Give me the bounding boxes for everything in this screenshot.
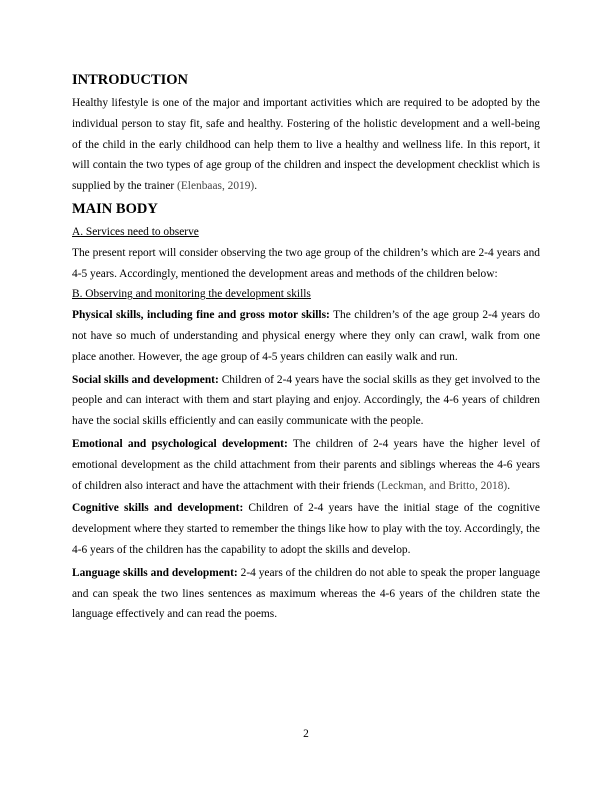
introduction-tail: .	[254, 180, 258, 193]
skill-paragraph-language	[72, 563, 540, 625]
section-a-title	[72, 222, 540, 243]
section-a-heading: A. Services need to observe	[72, 225, 199, 238]
skill-paragraph-social	[72, 370, 540, 432]
skill-text: Children of 2-4 years have the initial stage of the cognitive development where they started to remember the things like how to play with the toy. Accordingly, the 4-6 years of the children has the capability to adopt the skills and develop.	[72, 502, 540, 556]
skill-text: Children of 2-4 years have the social skills as they get involved to the people and can interact with them and start playing and enjoy. Accordingly, the 4-6 years of children have the social skills efficiently and can easily communicate with the people.	[72, 373, 541, 428]
skill-label: Emotional and psychological development:	[72, 437, 288, 450]
skill-paragraph-physical	[72, 305, 540, 367]
introduction-text: Healthy lifestyle is one of the major and important activities which are required to be adopted by the individual person to stay fit, safe and healthy. Fostering of the holistic development and a well-being of the child in the early childhood can help them to live a healthy and wellness life. In this report, it will contain the two types of age group of the children and inspect the development checklist which is supplied by the trainer	[72, 97, 540, 193]
section-a-paragraph: The present report will consider observing the two age group of the children’s which are 2-4 years and 4-5 years. Accordingly, mentioned the development areas and methods of the children below:	[72, 246, 540, 280]
page-number: 2	[303, 728, 309, 740]
skill-label: Cognitive skills and development:	[72, 502, 244, 515]
section-b-heading: B. Observing and monitoring the development skills	[72, 288, 311, 301]
skill-label: Language skills and development:	[72, 566, 238, 579]
introduction-heading: INTRODUCTION	[72, 72, 189, 88]
skill-text: 2-4 years of the children do not able to speak the proper language and can speak the two lines sentences as maximum whereas the 4-6 years of the children state the language effectively and can read the poems.	[72, 566, 540, 621]
skill-text: The children’s of the age group 2-4 years do not have so much of understanding and physical energy where they only can crawl, walk from one place another. However, the age group of 4-5 years children can easily walk and run.	[72, 309, 540, 363]
skill-label: Social skills and development:	[72, 373, 219, 386]
skill-paragraph-cognitive	[72, 498, 540, 560]
page-content	[72, 71, 540, 625]
citation: (Elenbaas, 2019)	[177, 180, 255, 193]
main-body-heading: MAIN BODY	[72, 200, 158, 217]
introduction-paragraph	[72, 93, 540, 197]
skill-paragraph-emotional	[72, 434, 540, 496]
citation: (Leckman, and Britto, 2018)	[377, 479, 508, 492]
skill-text: The children of 2-4 years have the higher level of emotional development as the child attachment from their parents and siblings whereas the 4-6 years of children also interact and have the attachment with their friends	[72, 437, 540, 492]
skill-label: Physical skills, including fine and gross motor skills:	[72, 309, 330, 322]
skill-tail: .	[507, 479, 511, 492]
section-b-title	[72, 284, 540, 305]
